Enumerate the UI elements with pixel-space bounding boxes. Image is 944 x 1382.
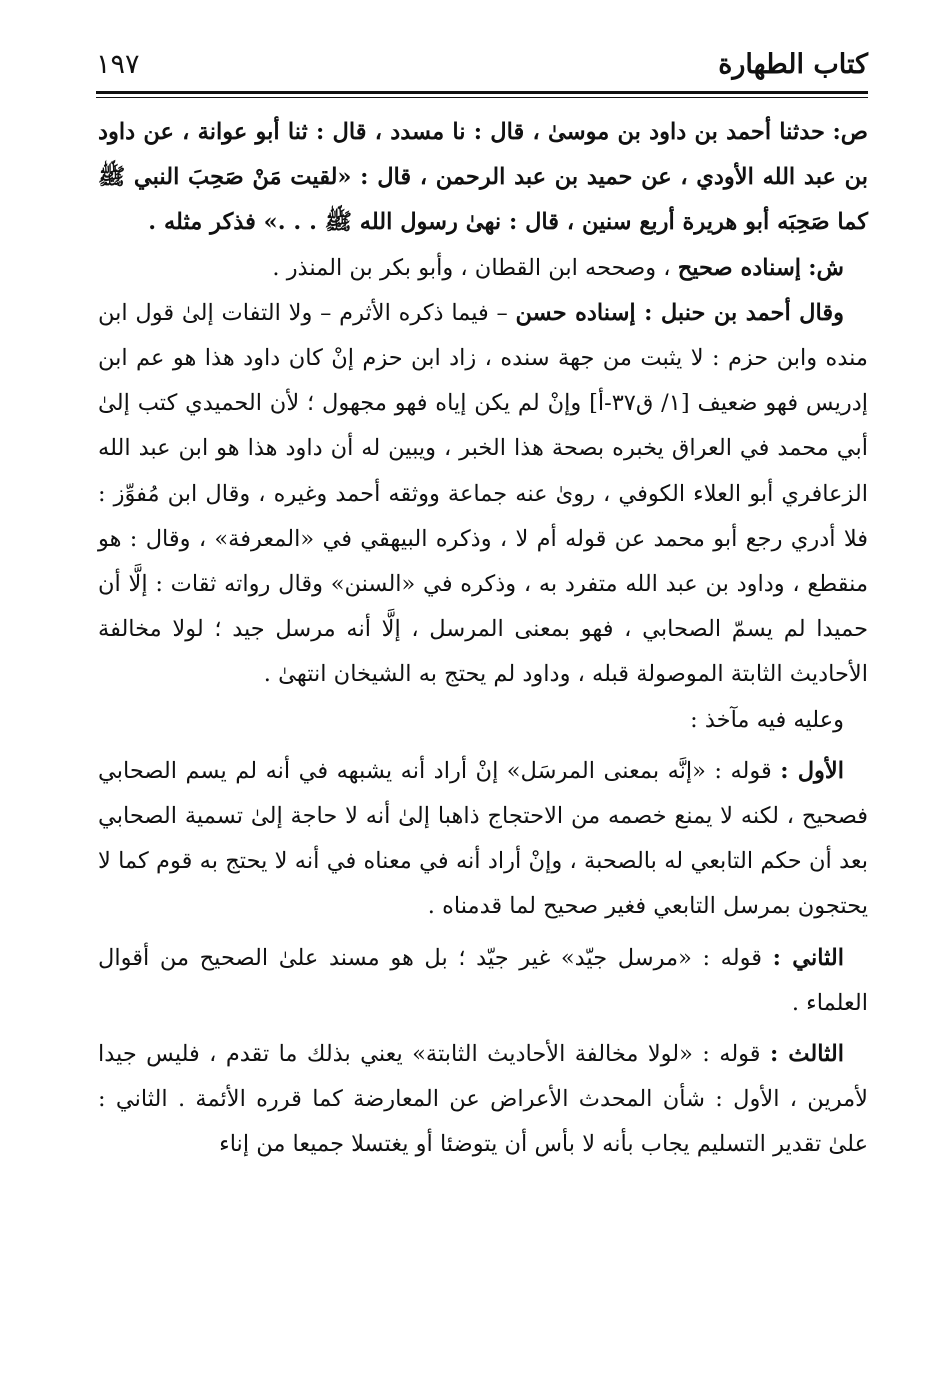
text-second: قوله : «مرسل جيّد» غير جيّد ؛ بل هو مسند علىٰ الصحيح من أقوال العلماء . <box>98 944 868 1016</box>
lead-sad: ص: <box>832 119 869 145</box>
lead-ahmad: وقال أحمد بن حنبل : إسناده حسن <box>515 299 844 326</box>
paragraph-second <box>98 936 868 1026</box>
page-number: ١٩٧ <box>96 48 140 80</box>
page-header <box>96 36 868 92</box>
paragraph-first <box>98 749 868 930</box>
lead-second: الثاني : <box>772 944 844 971</box>
header-rule-thin <box>96 97 868 98</box>
paragraph-ahmad <box>98 291 868 698</box>
lead-first: الأول : <box>780 757 845 784</box>
lead-shin: ش: <box>808 254 844 281</box>
text-first: قوله : «إنَّه بمعنى المرسَل» إنْ أراد أنه يشبهه في أنه لم يسم الصحابي فصحيح ، لكنه لا يمنع خصمه من الاحتجاج ذاهبا إلىٰ أنه لا حاجة إلىٰ تسمية الصحابي بعد أن حكم التابعي له بالصحبة ، وإنْ أراد أنه في معناه في أنه لا يحتج به قوم كما لا يحتجون بمرسل التابعي فغير صحيح لما قدمناه . <box>98 757 868 920</box>
page-body <box>98 110 868 1168</box>
paragraph-intro <box>98 698 868 743</box>
text-intro: وعليه فيه مآخذ : <box>690 706 844 733</box>
lead-shin-grade: إسناده صحيح <box>677 254 802 281</box>
lead-third: الثالث : <box>769 1041 844 1068</box>
paragraph-third <box>98 1032 868 1168</box>
text-third: قوله : «لولا مخالفة الأحاديث الثابتة» يعني بذلك ما تقدم ، فليس جيدا لأمرين ، الأول : شأن المحدث الأعراض عن المعارضة كما قرره الأئمة . الثاني : علىٰ تقدير التسليم يجاب بأنه لا بأس أن يتوضئا أو يغتسلا جميعا من إناء <box>98 1041 868 1158</box>
text-sad: حدثنا أحمد بن داود بن موسىٰ ، قال : نا مسدد ، قال : ثنا أبو عوانة ، عن داود بن عبد الله الأودي ، عن حميد بن عبد الرحمن ، قال : «لقيت مَنْ صَحِبَ النبي ﷺ كما صَحِبَه أبو هريرة أربع سنين ، قال : نهىٰ رسول الله ﷺ . . .» فذكر مثله . <box>98 119 868 236</box>
header-rule-thick <box>96 91 868 94</box>
paragraph-shin <box>98 246 868 291</box>
text-shin: ، وصححه ابن القطان ، وأبو بكر بن المنذر . <box>272 254 671 281</box>
book-title: كتاب الطهارة <box>718 48 868 80</box>
paragraph-sad <box>98 110 868 246</box>
text-ahmad: – فيما ذكره الأثرم – ولا التفات إلىٰ قول ابن منده وابن حزم : لا يثبت من جهة سنده ، زاد ابن حزم إنْ كان داود هذا هو عم ابن إدريس فهو ضعيف [١/ ق٣٧-أ] وإنْ لم يكن إياه فهو مجهول ؛ لأن الحميدي كتب إلىٰ أبي محمد في العراق يخبره بصحة هذا الخبر ، ويبين له أن داود هذا هو ابن عبد الله الزعافري أبو العلاء الكوفي ، روىٰ عنه جماعة ووثقه أحمد وغيره ، وقال ابن مُفوِّز : فلا أدري رجع أبو محمد عن قوله أم لا ، وذكره البيهقي في «المعرفة» ، وقال : هو منقطع ، وداود بن عبد الله متفرد به ، وذكره في «السنن» وقال رواته ثقات : إلَّا أن حميدا لم يسمّ الصحابي ، فهو بمعنى المرسل ، إلَّا أنه مرسل جيد ؛ لولا مخالفة الأحاديث الثابتة الموصولة قبله ، وداود لم يحتج به الشيخان انتهىٰ . <box>98 299 868 688</box>
